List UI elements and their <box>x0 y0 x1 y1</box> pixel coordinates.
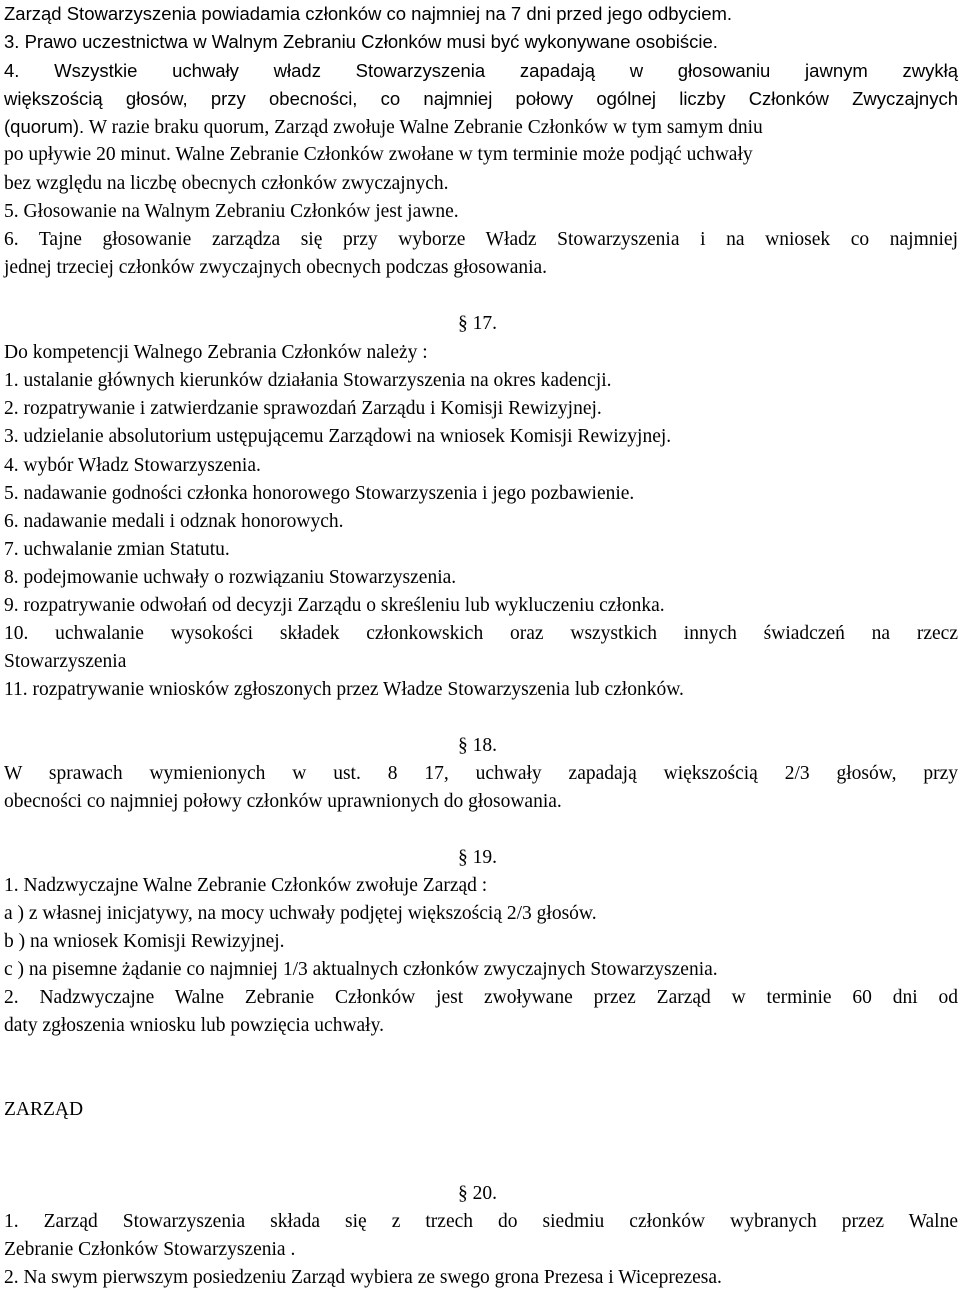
paragraph-sign: § <box>458 735 468 756</box>
list-item: b ) na wniosek Komisji Rewizyjnej. <box>4 931 285 952</box>
list-item: 5. nadawanie godności członka honorowego Stowarzyszenia i jego pozbawienie. <box>4 483 635 504</box>
text-line-2: 3. Prawo uczestnictwa w Walnym Zebraniu Członków musi być wykonywane osobiście. <box>4 31 718 52</box>
list-item: 8. podejmowanie uchwały o rozwiązaniu Stowarzyszenia. <box>4 567 457 588</box>
minutes-text: po upływie 20 minut. <box>4 144 171 165</box>
text-line-12: W sprawach wymienionych w ust. 8 17, uchwały zapadają większością 2/3 głosów, przy <box>4 763 958 784</box>
quorum-rule-text: W razie braku quorum, Zarząd zwołuje Walne Zebranie Członków w tym samym dniu <box>88 117 763 138</box>
text-line-10: jednej trzeciej członków zwyczajnych obecnych podczas głosowania. <box>4 257 548 278</box>
chapter-heading: ZARZĄD <box>4 1099 84 1120</box>
text-line-14: 1. Nadzwyczajne Walne Zebranie Członków zwołuje Zarząd : <box>4 875 488 896</box>
list-item: 4. wybór Władz Stowarzyszenia. <box>4 455 261 476</box>
list-item-continuation: Stowarzyszenia <box>4 651 127 672</box>
text-line-5 <box>4 113 958 142</box>
quorum-text: (quorum). <box>4 116 85 137</box>
text-line-17: 1. Zarząd Stowarzyszenia składa się z trzech do siedmiu członków wybranych przez Walne <box>4 1211 958 1232</box>
paragraph-sign: § <box>458 1183 468 1204</box>
section-heading-18: § 18. <box>458 735 497 756</box>
list-item: 2. rozpatrywanie i zatwierdzanie sprawozdań Zarządu i Komisji Rewizyjnej. <box>4 398 602 419</box>
list-item: 3. udzielanie absolutorium ustępującemu Zarządowi na wniosek Komisji Rewizyjnej. <box>4 426 672 447</box>
section-heading-17: § 17. <box>458 313 497 334</box>
section-heading-19: § 19. <box>458 847 497 868</box>
text-line-15: 2. Nadzwyczajne Walne Zebranie Członków jest zwoływane przez Zarząd w terminie 60 dni od <box>4 987 958 1008</box>
text-line-18: Zebranie Członków Stowarzyszenia . <box>4 1239 296 1260</box>
list-item: 6. nadawanie medali i odznak honorowych. <box>4 511 344 532</box>
list-item: a ) z własnej inicjatywy, na mocy uchwały podjętej większością 2/3 głosów. <box>4 903 597 924</box>
text-line-7: bez względu na liczbę obecnych członków zwyczajnych. <box>4 173 449 194</box>
section-heading-20: § 20. <box>458 1183 497 1204</box>
text-line-11: Do kompetencji Walnego Zebrania Członków należy : <box>4 342 428 363</box>
paragraph-sign: § <box>458 313 468 334</box>
text-line-13: obecności co najmniej połowy członków uprawnionych do głosowania. <box>4 791 562 812</box>
text-line-8: 5. Głosowanie na Walnym Zebraniu Członków jest jawne. <box>4 201 459 222</box>
text-line-1: Zarząd Stowarzyszenia powiadamia członków co najmniej na 7 dni przed jego odbyciem. <box>4 3 733 24</box>
text-line-9: 6. Tajne głosowanie zarządza się przy wyborze Władz Stowarzyszenia i na wniosek co najmniej <box>4 229 958 250</box>
text-line-6 <box>4 141 958 169</box>
reconvened-text: Walne Zebranie Członków zwołane w tym terminie może podjąć uchwały <box>175 144 753 165</box>
text-line-19: 2. Na swym pierwszym posiedzeniu Zarząd wybiera ze swego grona Prezesa i Wiceprezesa. <box>4 1267 722 1288</box>
list-item: 11. rozpatrywanie wniosków zgłoszonych przez Władze Stowarzyszenia lub członków. <box>4 679 684 700</box>
list-item: 1. ustalanie głównych kierunków działania Stowarzyszenia na okres kadencji. <box>4 370 612 391</box>
paragraph-sign: § <box>458 847 468 868</box>
text-line-4: większością głosów, przy obecności, co najmniej połowy ogólnej liczby Członków Zwyczajnych <box>4 88 958 109</box>
list-item: 10. uchwalanie wysokości składek członkowskich oraz wszystkich innych świadczeń na rzecz <box>4 623 958 644</box>
text-line-16: daty zgłoszenia wniosku lub powzięcia uchwały. <box>4 1015 384 1036</box>
list-item: c ) na pisemne żądanie co najmniej 1/3 aktualnych członków zwyczajnych Stowarzyszenia. <box>4 959 718 980</box>
text-line-3: 4. Wszystkie uchwały władz Stowarzyszenia zapadają w głosowaniu jawnym zwykłą <box>4 60 958 81</box>
list-item: 9. rozpatrywanie odwołań od decyzji Zarządu o skreśleniu lub wykluczeniu członka. <box>4 595 665 616</box>
list-item: 7. uchwalanie zmian Statutu. <box>4 539 230 560</box>
